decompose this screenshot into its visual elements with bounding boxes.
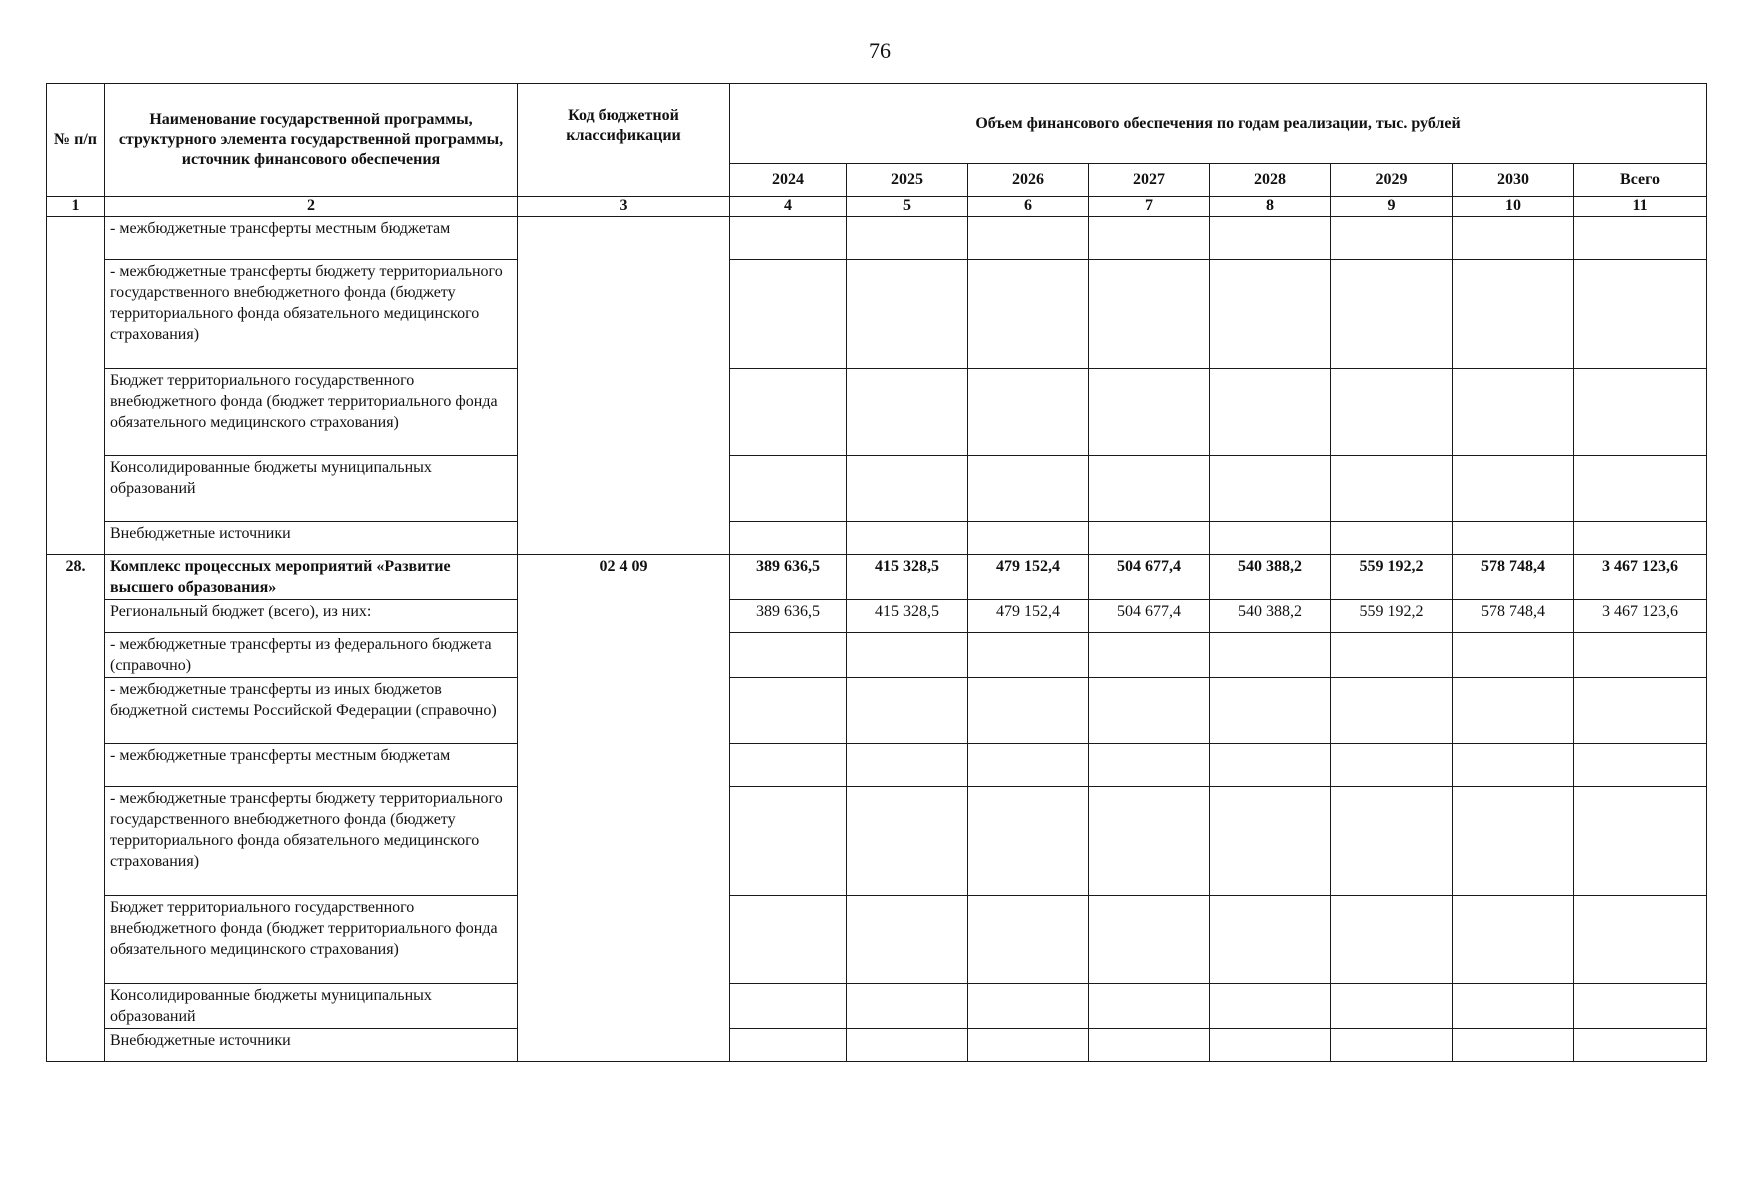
column-number: 10 xyxy=(1453,197,1574,217)
header-year-2029: 2029 xyxy=(1331,164,1453,197)
value-2028: 540 388,2 xyxy=(1210,555,1331,600)
source-label: - межбюджетные трансферты из федерального бюджета (справочно) xyxy=(105,633,518,678)
value-2025: 415 328,5 xyxy=(847,555,968,600)
page-number: 76 xyxy=(869,38,891,63)
financing-table xyxy=(46,83,1707,1062)
source-label: - межбюджетные трансферты бюджету территориального государственного внебюджетного фонда (бюджету территориального фонда обязательного медицинского страхования) xyxy=(105,260,518,369)
value-2030: 578 748,4 xyxy=(1453,555,1574,600)
header-year-2025: 2025 xyxy=(847,164,968,197)
column-number: 11 xyxy=(1574,197,1707,217)
table-row-regional xyxy=(47,600,1707,633)
source-label: Внебюджетные источники xyxy=(105,522,518,555)
regional-label: Региональный бюджет (всего), из них: xyxy=(105,600,518,633)
source-label: - межбюджетные трансферты местным бюджетам xyxy=(105,744,518,787)
value-2029: 559 192,2 xyxy=(1331,555,1453,600)
regional-value-2024: 389 636,5 xyxy=(730,600,847,633)
table-row-item-28 xyxy=(47,555,1707,600)
value-2026: 479 152,4 xyxy=(968,555,1089,600)
header-year-2028: 2028 xyxy=(1210,164,1331,197)
table-row xyxy=(47,522,1707,555)
table-row xyxy=(47,369,1707,456)
regional-value-2028: 540 388,2 xyxy=(1210,600,1331,633)
regional-value-2030: 578 748,4 xyxy=(1453,600,1574,633)
header-code: Код бюджетной классификации xyxy=(518,84,730,197)
column-number: 9 xyxy=(1331,197,1453,217)
table-row xyxy=(47,1029,1707,1062)
column-numbers-row xyxy=(47,197,1707,217)
column-number: 7 xyxy=(1089,197,1210,217)
source-label: Внебюджетные источники xyxy=(105,1029,518,1062)
item-index: 28. xyxy=(47,555,105,1062)
column-number: 8 xyxy=(1210,197,1331,217)
index-cell-empty xyxy=(47,217,105,555)
value-2024: 389 636,5 xyxy=(730,555,847,600)
table-row xyxy=(47,260,1707,369)
header-year-2024: 2024 xyxy=(730,164,847,197)
item-title: Комплекс процессных мероприятий «Развитие высшего образования» xyxy=(105,555,518,600)
column-number: 3 xyxy=(518,197,730,217)
regional-value-2025: 415 328,5 xyxy=(847,600,968,633)
table-row xyxy=(47,787,1707,896)
code-cell-empty xyxy=(518,217,730,555)
table-row xyxy=(47,217,1707,260)
source-label: - межбюджетные трансферты бюджету территориального государственного внебюджетного фонда (бюджету территориального фонда обязательного медицинского страхования) xyxy=(105,787,518,896)
header-index: № п/п xyxy=(47,84,105,197)
header-name: Наименование государственной программы, структурного элемента государственной программы, источник финансового обеспечения xyxy=(105,84,518,197)
source-label: Бюджет территориального государственного внебюджетного фонда (бюджет территориального фонда обязательного медицинского страхования) xyxy=(105,896,518,984)
column-number: 5 xyxy=(847,197,968,217)
source-label: Консолидированные бюджеты муниципальных образований xyxy=(105,456,518,522)
source-label: - межбюджетные трансферты местным бюджетам xyxy=(105,217,518,260)
column-number: 4 xyxy=(730,197,847,217)
header-year-2030: 2030 xyxy=(1453,164,1574,197)
header-year-2026: 2026 xyxy=(968,164,1089,197)
source-label: Бюджет территориального государственного внебюджетного фонда (бюджет территориального фонда обязательного медицинского страхования) xyxy=(105,369,518,456)
source-label: Консолидированные бюджеты муниципальных образований xyxy=(105,984,518,1029)
value-2027: 504 677,4 xyxy=(1089,555,1210,600)
source-label: - межбюджетные трансферты из иных бюджетов бюджетной системы Российской Федерации (справочно) xyxy=(105,678,518,744)
table-row xyxy=(47,984,1707,1029)
regional-value-2029: 559 192,2 xyxy=(1331,600,1453,633)
regional-value-total: 3 467 123,6 xyxy=(1574,600,1707,633)
column-number: 6 xyxy=(968,197,1089,217)
column-number: 2 xyxy=(105,197,518,217)
value-total: 3 467 123,6 xyxy=(1574,555,1707,600)
table-row xyxy=(47,678,1707,744)
header-year-2027: 2027 xyxy=(1089,164,1210,197)
table-row xyxy=(47,456,1707,522)
table-row xyxy=(47,744,1707,787)
column-number: 1 xyxy=(47,197,105,217)
header-volume: Объем финансового обеспечения по годам реализации, тыс. рублей xyxy=(730,84,1707,164)
regional-value-2027: 504 677,4 xyxy=(1089,600,1210,633)
table-row xyxy=(47,633,1707,678)
table-row xyxy=(47,896,1707,984)
item-code: 02 4 09 xyxy=(518,555,730,1062)
regional-value-2026: 479 152,4 xyxy=(968,600,1089,633)
header-total: Всего xyxy=(1574,164,1707,197)
